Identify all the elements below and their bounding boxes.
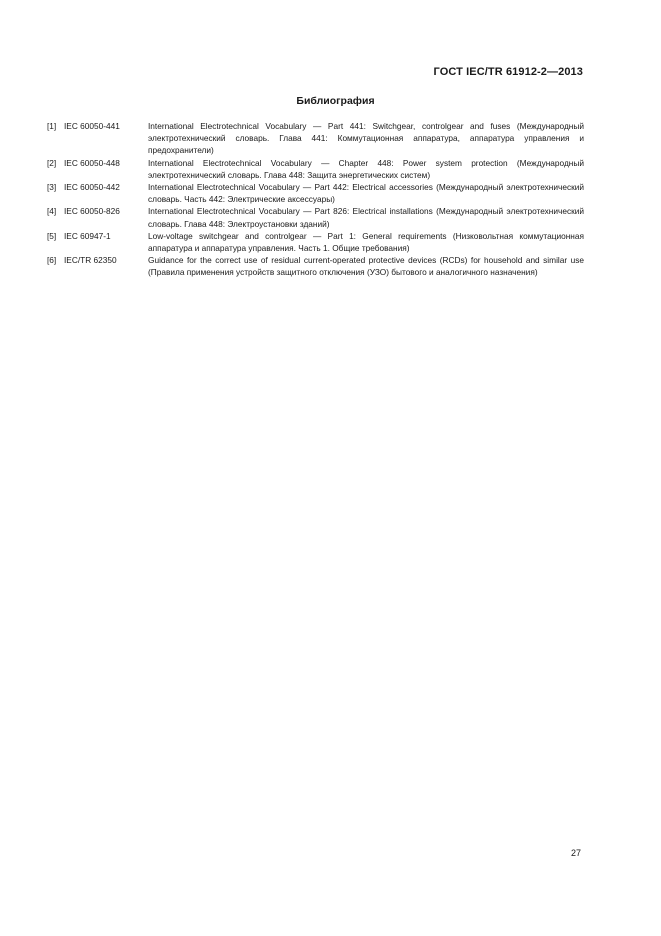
entry-number: [2] (47, 157, 57, 168)
bibliography-entry (47, 120, 584, 157)
entry-title: Guidance for the correct use of residual current-operated protective devices (RCDs) for household and similar use (Правила применения устройств защитного отключения (УЗО) бытового и аналогичного назначения) (148, 255, 584, 278)
entry-number: [3] (47, 182, 57, 193)
document-identifier: ГОСТ IEC/TR 61912-2—2013 (433, 66, 583, 78)
entry-number: [4] (47, 206, 57, 217)
page-number: 27 (570, 848, 581, 858)
entry-number: [1] (47, 121, 57, 131)
entry-number: [6] (47, 255, 57, 266)
entry-standard-code: IEC 60050-448 (64, 157, 120, 168)
entry-title: International Electrotechnical Vocabulary — Part 441: Switchgear, controlgear and fuses (Международный электротехнический словарь. Глава 441: Коммутационная аппаратура, аппаратура управления и предохранители) (148, 121, 584, 156)
entry-standard-code: IEC 60050-441 (64, 121, 120, 131)
bibliography-entry (47, 157, 584, 181)
bibliography-entry (47, 205, 584, 229)
entry-standard-code: IEC 60050-826 (64, 206, 120, 217)
entry-standard-code: IEC 60050-442 (64, 182, 120, 193)
bibliography-entry (47, 230, 584, 254)
entry-title: International Electrotechnical Vocabulary — Part 826: Electrical installations (Международный электротехнический словарь. Глава 448: Электроустановки зданий) (148, 206, 584, 229)
entry-standard-code: IEC 60947-1 (64, 230, 111, 241)
entry-number: [5] (47, 230, 57, 241)
entry-title: International Electrotechnical Vocabulary — Part 442: Electrical accessories (Международный электротехнический словарь. Часть 442: Электрические аксессуары) (148, 182, 584, 205)
entry-title: International Electrotechnical Vocabulary — Chapter 448: Power system protection (Международный электротехнический словарь. Глава 448: Защита энергетических систем) (148, 157, 584, 180)
section-title: Библиография (296, 95, 375, 107)
entry-standard-code: IEC/TR 62350 (64, 255, 117, 266)
bibliography-list (47, 120, 584, 279)
bibliography-entry (47, 254, 584, 278)
bibliography-entry (47, 181, 584, 205)
entry-title: Low-voltage switchgear and controlgear — Part 1: General requirements (Низковольтная коммутационная аппаратура и аппаратура управления. Часть 1. Общие требования) (148, 230, 584, 254)
